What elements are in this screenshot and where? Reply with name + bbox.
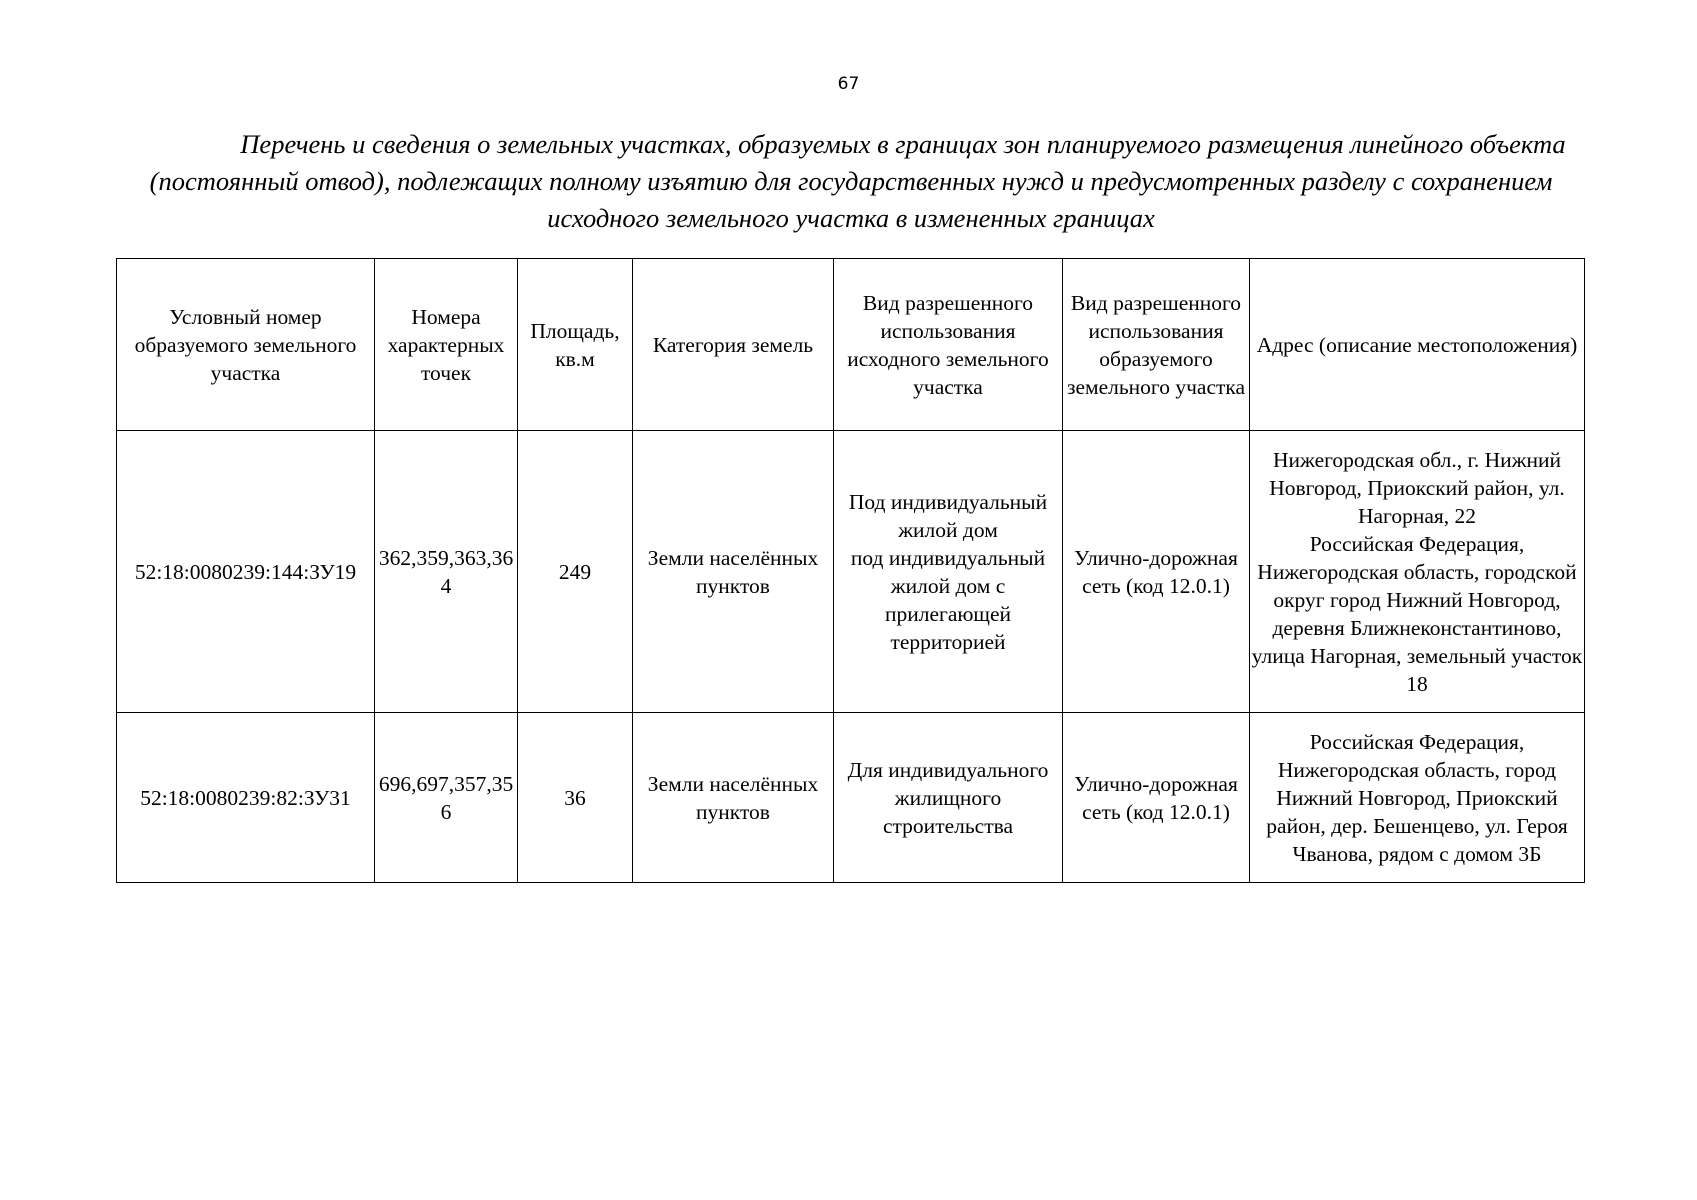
source-use-line: под индивидуальный жилой дом с прилегающей территорией [850, 545, 1046, 654]
land-plots-table [116, 258, 1585, 883]
cell-new-permitted-use: Улично-дорожная сеть (код 12.0.1) [1063, 713, 1250, 883]
address-line: Нижегородская обл., г. Нижний Новгород, Приокский район, ул. Нагорная, 22 [1269, 447, 1565, 528]
cell-plot-number: 52:18:0080239:144:ЗУ19 [117, 431, 375, 713]
cell-address [1250, 431, 1585, 713]
cell-source-permitted-use [834, 431, 1063, 713]
header-new-permitted-use: Вид разрешенного использования образуемого земельного участка [1063, 259, 1250, 431]
header-address: Адрес (описание местоположения) [1250, 259, 1585, 431]
cell-source-permitted-use: Для индивидуального жилищного строительства [834, 713, 1063, 883]
cell-area: 36 [518, 713, 633, 883]
header-plot-number: Условный номер образуемого земельного участка [117, 259, 375, 431]
cell-address: Российская Федерация, Нижегородская область, город Нижний Новгород, Приокский район, дер. Бешенцево, ул. Героя Чванова, рядом с домом 3Б [1250, 713, 1585, 883]
table-header-row [117, 259, 1585, 431]
header-land-category: Категория земель [633, 259, 834, 431]
cell-points: 696,697,357,356 [375, 713, 518, 883]
source-use-line: Под индивидуальный жилой дом [848, 489, 1048, 542]
cell-plot-number: 52:18:0080239:82:ЗУ31 [117, 713, 375, 883]
cell-new-permitted-use: Улично-дорожная сеть (код 12.0.1) [1063, 431, 1250, 713]
cell-land-category: Земли населённых пунктов [633, 713, 834, 883]
table-row [117, 713, 1585, 883]
address-line: Российская Федерация, Нижегородская область, городской округ город Нижний Новгород, деревня Ближнеконстантиново, улица Нагорная, земельный участок 18 [1251, 531, 1583, 696]
cell-area: 249 [518, 431, 633, 713]
header-area: Площадь, кв.м [518, 259, 633, 431]
cell-points: 362,359,363,364 [375, 431, 518, 713]
header-points: Номера характерных точек [375, 259, 518, 431]
cell-land-category: Земли населённых пунктов [633, 431, 834, 713]
document-title: Перечень и сведения о земельных участках, образуемых в границах зон планируемого размещения линейного объекта (постоянный отвод), подлежащих полному изъятию для государственных нужд и предусмотренных разделу с сохранением исходного земельного участка в измененных границах [149, 129, 1566, 233]
header-source-permitted-use: Вид разрешенного использования исходного земельного участка [834, 259, 1063, 431]
page-number: 67 [837, 74, 860, 94]
table-row [117, 431, 1585, 713]
